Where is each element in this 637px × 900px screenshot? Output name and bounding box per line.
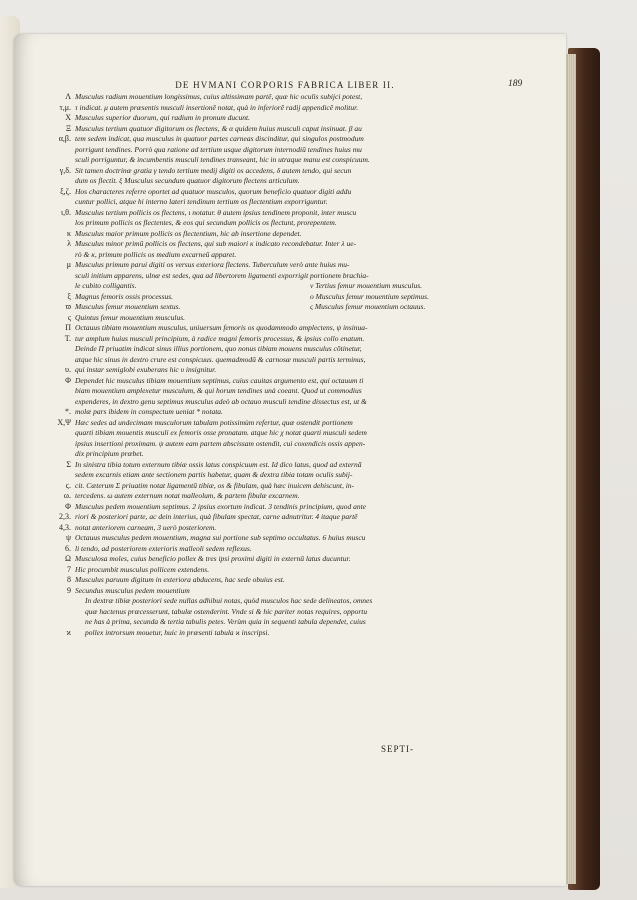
line-text: Secundus musculus pedem mouentium [75, 585, 190, 595]
margin-marker: ξ,ζ. [60, 186, 71, 196]
line-text: Musculus tertium quatuor digitorum os flectens, & α quidem huius musculi caput insinuat. β au [75, 123, 362, 133]
line-text: tem sedem indicat, qua musculus in quatuor partes carneas discinditur, qui singulos postmodum [75, 134, 364, 143]
text-line [75, 428, 435, 439]
text-line [75, 386, 435, 397]
margin-marker: λ [67, 239, 71, 248]
margin-marker: α,β. [58, 134, 71, 143]
margin-marker: 8 [67, 575, 71, 584]
line-text: Octauus tibiam mouentium musculus, uniuersum femoris os quodammodo amplectens, ψ insinua- [75, 323, 368, 332]
margin-marker: ι,θ. [61, 207, 71, 217]
text-line [59, 522, 435, 534]
text-line [75, 397, 435, 408]
line-text: Musculus radium mouentium longissimus, cuius altissimam partē, quæ hic oculis subijci potest, [75, 92, 363, 101]
margin-marker: 2,3. [59, 512, 71, 521]
margin-marker: ς [67, 312, 71, 322]
line-text: dum os flectit. ξ Musculus secundum quatuor digitorum flectens articulum. [75, 176, 300, 185]
margin-marker: 7 [67, 564, 71, 574]
margin-marker: κ [66, 228, 71, 238]
text-line [59, 102, 435, 114]
line-text: Musculus tertium pollicis os flectens, ι notatur. θ autem ipsius tendinem proponit, inter muscu [75, 207, 357, 217]
line-text: Hæc sedes ad undecimam musculorum tabulam potissimùm refertur, quæ ostendit portionem [75, 417, 353, 427]
text-line [61, 207, 435, 219]
text-line [75, 145, 435, 156]
margin-marker: Π [65, 323, 71, 332]
line-text: Hos characteres referre oportet ad quatuor musculos, quorum beneficio quatuor digiti addu [75, 186, 352, 196]
text-block [57, 92, 435, 638]
line-text: rò & κ, primum pollicis os medium excarneū apparet. [75, 249, 237, 259]
margin-marker: Τ. [64, 333, 71, 343]
line-text: tur amplum huius musculi principium, à radice magni femoris processus, & ipsius collo enatum. [75, 333, 365, 343]
text-line [67, 291, 435, 303]
line-text: In dextræ tibiæ posteriori sede nullas adhibui notas, quòd musculos hac sede delineatos, omnes [85, 596, 373, 605]
text-line [65, 302, 435, 313]
text-line [65, 407, 435, 418]
text-line [58, 134, 435, 145]
line-text: dix principium præbet. [75, 449, 144, 458]
second-column-text: ν Tertius femur mouentium musculus. [310, 281, 423, 290]
text-line [65, 375, 435, 387]
line-text: sedem excarnis etiam ante sectionem partis habetur, quam & dextra tibia totam oculis subij- [75, 470, 353, 479]
line-text: los primum pollicis os flectentes, & eos qui secundum pollicis os flectunt, prorepentem. [75, 218, 337, 227]
line-text: ne has à prima, secunda & tertia tabulis petes. Verùm quia in sequenti tabula dependet, cuius [85, 617, 366, 626]
text-line [65, 501, 435, 513]
text-line [75, 281, 435, 292]
running-head: DE HVMANI CORPORIS FABRICA LIBER II. [175, 80, 395, 90]
text-line [65, 480, 435, 492]
text-line [75, 607, 435, 618]
line-text: qui instar semiglobi exuberans hic υ insignitur. [75, 365, 217, 374]
line-text: Musculus maior primum pollicis os flectentium, hic ab insertione dependet. [75, 228, 302, 238]
line-text: In sinistra tibia totum externum tibiæ ossis latus conspicuum est. Id dico latus, quod ad externā [75, 459, 362, 469]
text-line [63, 491, 435, 502]
text-line [75, 617, 435, 628]
text-line [64, 333, 435, 345]
line-text: quarti tibiam mouentis musculi ex femoris osse pronatam. atque hic χ notat quarti musculi sedem [75, 428, 367, 437]
text-line [67, 585, 435, 597]
line-text: atque hic sinus in dextro crure est conspicuus. quemadmodū & carnosæ musculi partis terminus, [75, 354, 366, 364]
second-column-text: ς Musculus femur mouentium octauus. [310, 302, 426, 311]
line-text: Musculus femur mouentium sextus. [75, 302, 181, 311]
margin-marker: Φ [65, 375, 71, 385]
line-text: pollex introrsum mouetur, huic in præsenti tabula ϰ inscripsi. [85, 627, 270, 637]
line-text: sculi porriguntur, & incumbentis musculi tendines transeant, hic in utraque manu est conspicuum. [75, 155, 370, 164]
text-line [59, 165, 435, 177]
margin-marker: ϛ. [65, 480, 71, 490]
line-text: sculi initium apparens, ulnæ est sedes, qua ad libertorem ligamenti exporrigit portionem brachia- [75, 270, 369, 280]
line-text: cit. Cæterum Σ priuatim notat ligamentū tibiæ, os & fibulam, quà hæc inuicem dehiscunt, in- [75, 480, 355, 490]
line-text: riori & posteriori parte, ac dein interius, quà fibulam spectat, carne adnutritur. 4 itaque partē [75, 512, 358, 521]
line-text: Musculus superior duorum, qui radium in pronum ducunt. [75, 113, 250, 122]
text-line [65, 365, 435, 376]
text-line [65, 92, 435, 103]
text-line [66, 459, 435, 471]
margin-marker: μ [66, 260, 71, 269]
text-line [66, 228, 435, 240]
text-line [75, 155, 435, 166]
text-line [59, 512, 435, 523]
line-text: Magnus femoris ossis processus. [75, 291, 174, 301]
line-text: Sit tamen doctrinæ gratia γ tendo tertium medij digiti os accedens, δ autem tendo, qui secun [75, 165, 352, 175]
page-number: 189 [508, 79, 523, 89]
text-line [57, 417, 435, 429]
text-line [75, 250, 435, 261]
line-text: Deinde Π priuatim indicat sinus illius portionem, quo nonus tibiam mouens musculus cōtinetur, [75, 344, 362, 353]
line-text: Quintus femur mouentium musculus. [75, 312, 185, 322]
margin-marker: Λ [65, 92, 71, 101]
line-text: Musculus pedem mouentium septimus. 2 ipsius exortum indicat. 3 tendinis principium, quod ante [75, 501, 367, 511]
text-line [75, 449, 435, 460]
line-text: expenderes, in dextro genu septimus musculus adeò ab octauo musculi tendine dissectus est, ut & [75, 396, 367, 406]
margin-marker: ω. [63, 491, 71, 500]
line-text: Octauus musculus pedem mouentium, magna sui portione sub septimo occultatus. 6 huius muscu [75, 533, 366, 542]
line-text: notat anteriorem carneam, 3 uerò posteriorem. [75, 522, 217, 532]
margin-marker: Ξ [65, 123, 71, 133]
text-line [67, 239, 435, 250]
line-text: porrigunt tendines. Porrò qua ratione ad tertium usque digitorum internodiū tendines huius mu [75, 144, 362, 154]
text-line [75, 344, 435, 355]
margin-marker: γ,δ. [59, 165, 71, 175]
text-line [75, 176, 435, 187]
text-line [67, 575, 435, 586]
line-text: molæ pars ibidem in conspectum ueniat * notata. [75, 407, 223, 416]
second-column-text: ο Musculus femur mouentium septimus. [310, 291, 429, 301]
text-line [65, 123, 435, 135]
text-line [66, 627, 435, 639]
text-line [75, 439, 435, 450]
line-text: tercedens. ω autem externum notat malleolum, & partem fibulæ excarnem. [75, 491, 300, 500]
margin-marker: Χ,Ψ [57, 417, 71, 427]
margin-marker: Χ [65, 113, 71, 122]
line-text: li tendo, ad posteriorem exterioris malleoli sedem reflexus. [75, 543, 252, 553]
line-text: quæ hactenus præcesserunt, tabulæ ostenderint. Vnde si & hic pariter notas requires, opportu [85, 606, 368, 616]
text-line [67, 564, 435, 576]
text-line [75, 197, 435, 208]
margin-marker: ξ [67, 291, 71, 301]
text-line [60, 186, 435, 198]
text-line [65, 533, 435, 544]
text-line [75, 218, 435, 229]
text-line [75, 355, 435, 366]
line-text: ipsius insertioni proximam. ψ autem eam partem abscissam ostendit, cui coxendicis ossis appen- [75, 438, 366, 448]
margin-marker: 4,3. [59, 522, 71, 532]
margin-marker: Ω [65, 554, 71, 563]
text-line [65, 554, 435, 565]
text-line [66, 260, 435, 271]
margin-marker: τ,μ. [59, 102, 71, 112]
margin-marker: υ. [65, 365, 71, 374]
line-text: Musculus primum parui digiti os versus exteriora flectens. Tuberculum verò ante huius mu- [75, 260, 350, 269]
line-text: Musculosa moles, cuius beneficio pollex & tres ipsi proximi digiti in externū latus ducuntur. [75, 554, 351, 563]
line-text: le cubito colligantis. [75, 281, 137, 290]
catchword: SEPTI- [381, 744, 414, 754]
margin-marker: 9 [67, 585, 71, 595]
margin-marker: Φ [65, 501, 71, 511]
line-text: Dependet hic musculus tibiam mouentium septimus, cuius cauitas argumento est, qui octauum ti [75, 375, 364, 385]
text-line [67, 312, 435, 324]
line-text: τ indicat. μ autem præsentis musculi insertionē notat, quà in inferiorē radij appendicē molitur. [75, 102, 359, 112]
text-line [75, 596, 435, 607]
margin-marker: ϰ [66, 627, 71, 637]
text-line [65, 543, 435, 555]
margin-marker: ϖ [65, 302, 71, 311]
text-line [65, 113, 435, 124]
line-text: Musculus minor primū pollicis os flectens, qui sub maiori κ indicato recondebatur. Inter λ ue- [75, 239, 357, 248]
margin-marker: *. [65, 407, 71, 416]
line-text: biam mouentium amplexetur musculum, & qui horum tendines unà coeant. Quod ut commodius [75, 386, 362, 395]
text-line [75, 470, 435, 481]
margin-marker: ψ [65, 533, 71, 542]
line-text: Musculus paruum digitum in exteriora abducens, hac sede obuius est. [75, 575, 285, 584]
margin-marker: Σ [66, 459, 71, 469]
text-line [65, 323, 435, 334]
text-line [75, 271, 435, 282]
line-text: cuntur pollici, atque hi interno lateri tendinum tertium os flectentium exporriguntur. [75, 197, 328, 206]
line-text: Hic procumbit musculus pollicem extendens. [75, 564, 210, 574]
margin-marker: 6. [65, 543, 71, 553]
